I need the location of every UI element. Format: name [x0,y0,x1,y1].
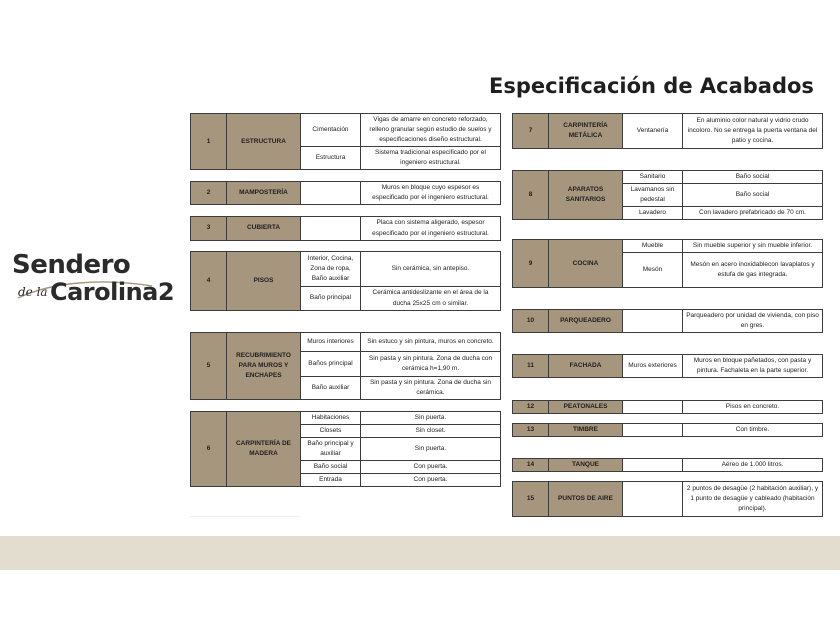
section-number: 14 [513,459,549,472]
section-name: CARPINTERÍA DE MADERA [227,412,301,487]
item-description: Con puerta. [361,474,501,487]
section-name: APARATOS SANITARIOS [549,171,623,220]
spec-row [191,182,501,205]
item-description: Con lavadero prefabricado de 70 cm. [683,207,823,220]
item-label: Baño principal [301,287,361,311]
spec-section-3 [190,216,501,241]
section-name: FACHADA [549,355,623,378]
spec-section-12 [512,400,823,414]
item-label: Muros exteriores [623,355,683,378]
item-description: Sin estuco y sin pintura, muros en concreto. [361,333,501,352]
item-description: Sin puerta. [361,438,501,461]
item-label: Lavamanos sin pedestal [623,184,683,207]
section-number: 15 [513,482,549,517]
logo-text-de-la: de la [18,285,48,299]
spec-row [191,114,501,147]
item-label [623,482,683,517]
spec-section-11 [512,354,823,378]
item-description: Mesón en acero inoxidablecon lavaplatos y estufa de gas integrada. [683,253,823,288]
section-name: TANQUE [549,459,623,472]
item-label: Habitaciones [301,412,361,425]
spec-section-14 [512,458,823,472]
section-number: 10 [513,310,549,333]
item-description: En aluminio color natural y vidrio crudo incoloro. No se entrega la puerta ventana del patio y cocina. [683,114,823,149]
item-label [623,401,683,414]
section-name: PARQUEADERO [549,310,623,333]
spec-row [513,310,823,333]
section-number: 6 [191,412,227,487]
item-description: Vigas de amarre en concreto reforzado, relleno granular según estudio de suelos y especificaciones diseño estructural. [361,114,501,147]
spec-section-4 [190,251,501,311]
item-label: Sanitario [623,171,683,184]
spec-row [513,240,823,253]
item-description: Baño social [683,184,823,207]
spec-section-15 [512,481,823,517]
section-number: 3 [191,217,227,241]
item-description: Pisos en concreto. [683,401,823,414]
spec-section-7 [512,113,823,149]
item-label [623,459,683,472]
item-label: Lavadero [623,207,683,220]
item-description: Sin puerta. [361,412,501,425]
section-number: 8 [513,171,549,220]
item-description: Sin pasta y sin pintura. Zona de ducha sin cerámica. [361,377,501,400]
item-description: Sistema tradicional especificado por el ingeniero estructural. [361,147,501,170]
section-name: CARPINTERÍA METÁLICA [549,114,623,149]
item-label: Baño auxiliar [301,377,361,400]
spec-section-10 [512,309,823,333]
spec-section-8 [512,170,823,220]
item-label [623,310,683,333]
item-description: Sin mueble superior y sin mueble inferior. [683,240,823,253]
section-name: MAMPOSTERÍA [227,182,301,205]
spec-section-13 [512,423,823,437]
item-description: Sin closet. [361,425,501,438]
section-name: CUBIERTA [227,217,301,241]
section-number: 13 [513,424,549,437]
item-description: Cerámica antideslizante en el área de la ducha 25x25 cm o similar. [361,287,501,311]
item-description: Muros en bloque cuyo espesor es especificado por el ingeniero estructural. [361,182,501,205]
item-label: Closets [301,425,361,438]
logo-text-carolina: Carolina2 [50,278,175,306]
item-description: Sin cerámica, sin antepiso. [361,252,501,287]
item-description: Parqueadero por unidad de vivienda, con piso en gres. [683,310,823,333]
spec-row [513,114,823,149]
item-label: Muros interiores [301,333,361,352]
item-label: Cimentación [301,114,361,147]
item-label [301,182,361,205]
item-label [623,424,683,437]
section-number: 9 [513,240,549,288]
item-label: Estructura [301,147,361,170]
item-description: Muros en bloque pañetados, con pasta y pintura. Fachaleta en la parte superior. [683,355,823,378]
section-name: PEATONALES [549,401,623,414]
item-label: Ventanería [623,114,683,149]
section-name: PUNTOS DE AIRE [549,482,623,517]
section-name: PISOS [227,252,301,311]
spec-row [191,333,501,352]
section-name: ESTRUCTURA [227,114,301,170]
spec-row [191,252,501,287]
section-name: RECUBRIMIENTO PARA MUROS Y ENCHAPES [227,333,301,400]
spec-row [513,355,823,378]
item-label: Mesón [623,253,683,288]
item-description: Sin pasta y sin pintura. Zona de ducha con cerámica h=1,90 m. [361,352,501,377]
spec-row [513,459,823,472]
spec-section-1 [190,113,501,170]
item-label [301,217,361,241]
item-description: Baño social [683,171,823,184]
item-label: Entrada [301,474,361,487]
spec-section-2 [190,181,501,205]
section-number: 5 [191,333,227,400]
item-label: Baño social [301,461,361,474]
spec-row [191,412,501,425]
item-label: Mueble [623,240,683,253]
item-description: Placa con sistema aligerado, espesor especificado por el ingeniero estructural. [361,217,501,241]
footer-band [0,536,840,570]
spec-section-5 [190,332,501,400]
spec-section-9 [512,239,823,288]
item-description: Con puerta. [361,461,501,474]
item-description: 2 puntos de desagüe (2 habitación auxiliar), y 1 punto de desagüe y cableado (habitación principal). [683,482,823,517]
item-label: Interior, Cocina, Zona de ropa, Baño auxiliar [301,252,361,287]
item-label: Baño principal y auxiliar [301,438,361,461]
logo-text-sendero: Sendero [12,250,131,280]
spec-row [513,482,823,517]
section-number: 11 [513,355,549,378]
section-name: COCINA [549,240,623,288]
page-title: Especificación de Acabados [489,74,814,98]
item-description: Aéreo de 1.000 litros. [683,459,823,472]
divider [190,516,300,517]
section-number: 7 [513,114,549,149]
section-number: 2 [191,182,227,205]
spec-row [191,217,501,241]
project-logo [12,250,182,314]
spec-row [513,424,823,437]
item-description: Con timbre. [683,424,823,437]
section-number: 12 [513,401,549,414]
spec-section-6 [190,411,501,487]
section-number: 1 [191,114,227,170]
spec-row [513,171,823,184]
section-number: 4 [191,252,227,311]
item-label: Baños principal [301,352,361,377]
section-name: TIMBRE [549,424,623,437]
spec-row [513,401,823,414]
